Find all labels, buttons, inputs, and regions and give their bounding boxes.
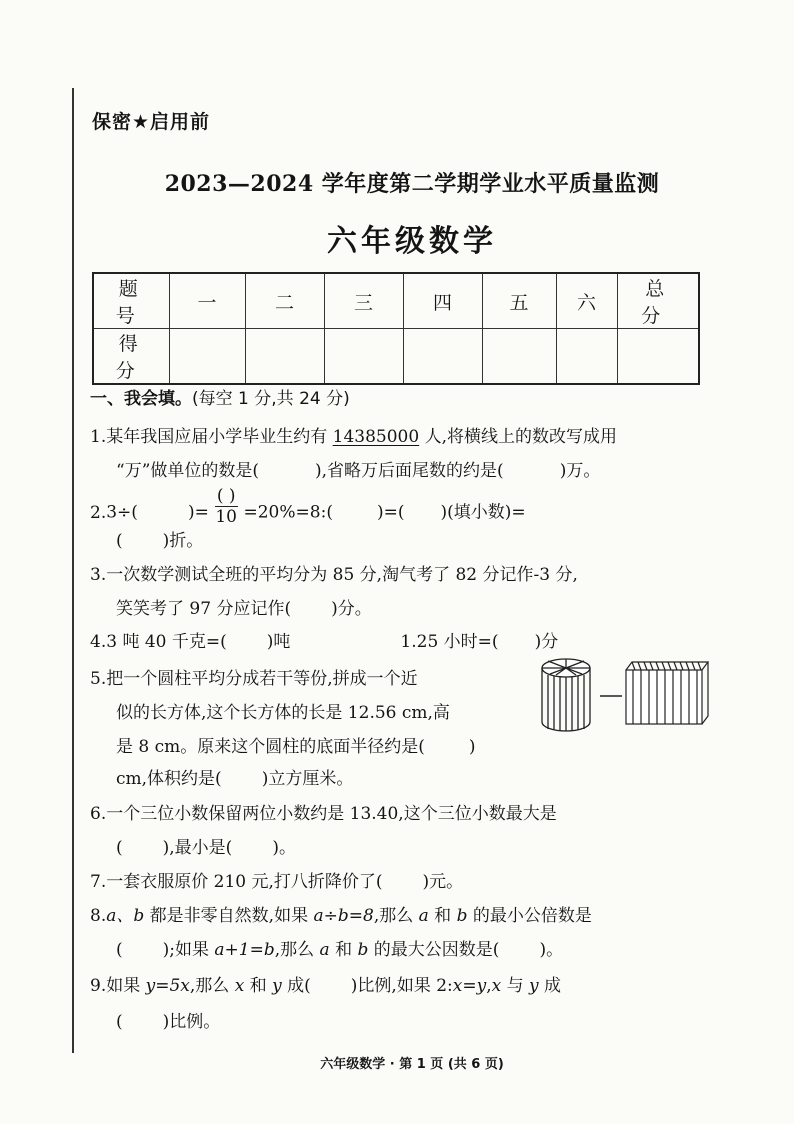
question-3-line-2: 笑笑考了 97 分应记作( )分。	[116, 599, 372, 619]
fraction: $\frac{( )}{10}$	[215, 486, 237, 527]
score-header-cell: 五	[482, 273, 556, 329]
section-title	[90, 384, 350, 409]
question-1-line-1: 1.某年我国应届小学毕业生约有 14385000 人,将横线上的数改写成用	[90, 427, 617, 447]
score-header-cell: 一	[169, 273, 245, 329]
score-header-cell: 四	[403, 273, 482, 329]
confidential-label: 保密★启用前	[92, 111, 211, 133]
score-cell[interactable]	[556, 329, 617, 385]
score-header-cell: 三	[324, 273, 403, 329]
underlined-number: 14385000	[332, 427, 420, 447]
question-2-line-1: 2.3÷( )= $\frac{( )}{10}$ =20%=8:( )=( )(填小数)=	[90, 486, 526, 527]
exam-title: 2023—2024 学年度第二学期学业水平质量监测	[164, 171, 660, 197]
question-7: 7.一套衣服原价 210 元,打八折降价了( )元。	[90, 872, 464, 892]
section-title-main: 一、我会填。	[90, 389, 192, 409]
score-table-header-row	[93, 273, 699, 329]
cuboid-figure	[626, 662, 708, 724]
question-1-line-2: “万”做单位的数是( ),省略万后面尾数的约是( )万。	[116, 461, 601, 481]
score-header-cell: 六	[556, 273, 617, 329]
score-header-label: 题 号	[93, 273, 169, 329]
question-2-line-2: ( )折。	[116, 531, 204, 551]
score-table	[92, 272, 700, 385]
question-8-line-1: 8.a、b 都是非零自然数,如果 a÷b=8,那么 a 和 b 的最小公倍数是	[90, 906, 592, 926]
question-9-line-2: ( )比例。	[116, 1012, 221, 1032]
cylinder-to-cuboid-figure	[538, 656, 710, 736]
question-5-line-3: 是 8 cm。原来这个圆柱的底面半径约是( )	[116, 737, 476, 757]
score-cell[interactable]	[324, 329, 403, 385]
question-4: 4.3 吨 40 千克=( )吨 1.25 小时=( )分	[90, 632, 559, 652]
score-cell[interactable]	[482, 329, 556, 385]
question-3-line-1: 3.一次数学测试全班的平均分为 85 分,淘气考了 82 分记作-3 分,	[90, 565, 578, 585]
score-table-score-row	[93, 329, 699, 385]
score-cell[interactable]	[169, 329, 245, 385]
page-footer: 六年级数学 · 第 1 页 (共 6 页)	[320, 1057, 504, 1072]
score-header-cell: 二	[245, 273, 324, 329]
score-header-total: 总 分	[617, 273, 699, 329]
score-cell[interactable]	[617, 329, 699, 385]
question-6-line-1: 6.一个三位小数保留两位小数约是 13.40,这个三位小数最大是	[90, 804, 557, 824]
question-5-line-4: cm,体积约是( )立方厘米。	[116, 769, 354, 789]
subject-title: 六年级数学	[327, 224, 497, 259]
question-8-line-2: ( );如果 a+1=b,那么 a 和 b 的最大公因数是( )。	[116, 940, 564, 960]
score-cell[interactable]	[245, 329, 324, 385]
cylinder-figure	[542, 659, 590, 731]
question-9-line-1: 9.如果 y=5x,那么 x 和 y 成( )比例,如果 2:x=y,x 与 y 成	[90, 976, 562, 996]
question-6-line-2: ( ),最小是( )。	[116, 838, 296, 858]
score-row-label: 得 分	[93, 329, 169, 385]
score-cell[interactable]	[403, 329, 482, 385]
question-5-line-2: 似的长方体,这个长方体的长是 12.56 cm,高	[116, 703, 450, 723]
section-title-note: (每空 1 分,共 24 分)	[192, 389, 350, 409]
question-5-line-1: 5.把一个圆柱平均分成若干等份,拼成一个近	[90, 669, 418, 689]
